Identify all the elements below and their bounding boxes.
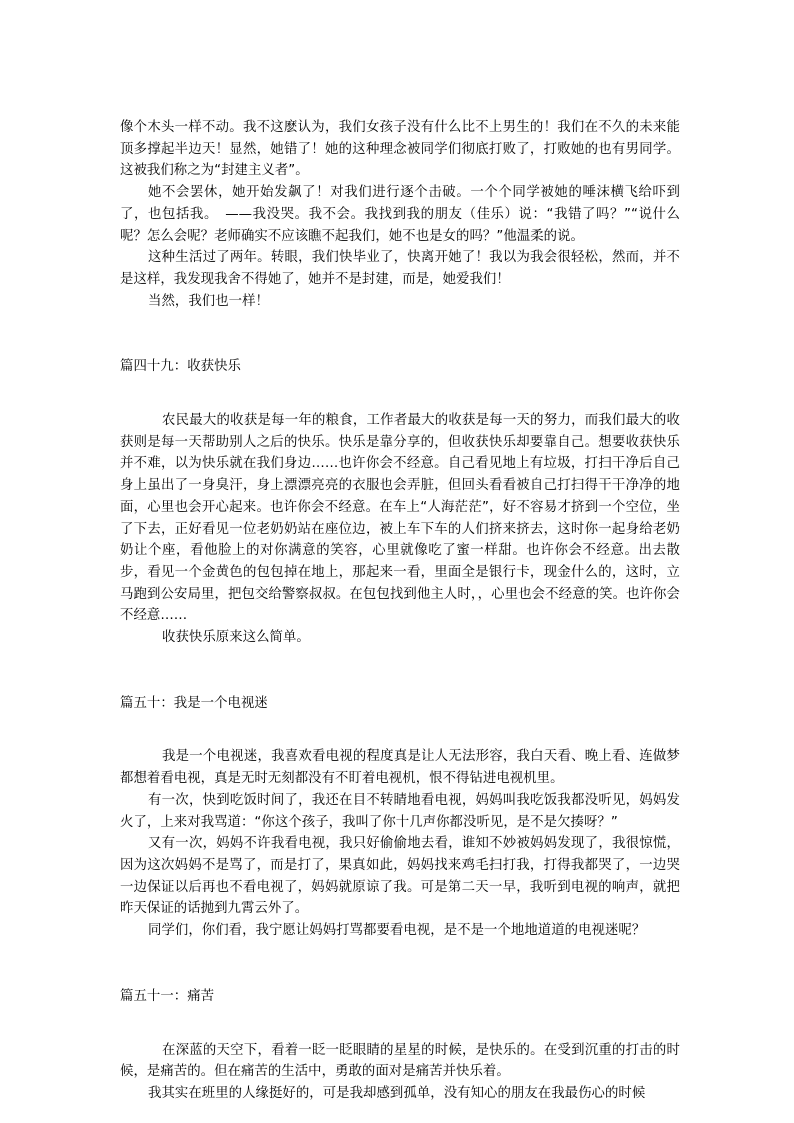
intro-paragraph-3: 这种生活过了两年。转眼，我们快毕业了，快离开她了！我以为我会很轻松，然而，并不是这样，我发现我舍不得她了，她并不是封建，而是，她爱我们！ [120, 250, 680, 287]
section-spacer [120, 942, 680, 986]
section49-paragraph-2: 收获快乐原来这么简单。 [162, 630, 310, 646]
intro-paragraph-1: 像个木头一样不动。我不这麽认为，我们女孩子没有什么比不上男生的！我们在不久的未来能顶多撑起半边天！显然，她错了！她的这种理念被同学们彻底打败了，打败她的也有男同学。这被我们称之为“封建主义者”。 [120, 120, 680, 179]
intro-paragraph-2: 她不会罢休，她开始发飙了！对我们进行逐个击破。一个个同学被她的唾沫横飞给吓到了，也包括我。 ——我没哭。我不会。我找到我的朋友（佳乐）说：“我错了吗？”“说什么呢？怎么会呢？老师确实不应该瞧不起我们，她不也是女的吗？”他温柔的说。 [120, 185, 680, 244]
heading-spacer [120, 1008, 680, 1040]
section-heading-49: 篇四十九：收获快乐 [120, 359, 241, 375]
section51-paragraph-1: 在深蓝的天空下，看着一眨一眨眼睛的星星的时候，是快乐的。在受到沉重的打击的时候，是痛苦的。但在痛苦的生活中，勇敢的面对是痛苦并快乐着。 [120, 1042, 680, 1080]
section50-paragraph-1: 我是一个电视迷，我喜欢看电视的程度真是让人无法形容，我白天看、晚上看、连做梦都想着看电视，真是无时无刻都没有不盯着电视机，恨不得钻进电视机里。 [120, 749, 680, 787]
section50-paragraph-4: 同学们，你们看，我宁愿让妈妈打骂都要看电视，是不是一个地地道道的电视迷呢？ [148, 923, 646, 939]
section50-paragraph-2: 有一次，快到吃饭时间了，我还在目不转睛地看电视，妈妈叫我吃饭我都没听见，妈妈发火了，上来对我骂道：“你这个孩子，我叫了你十几声你都没听见，是不是欠揍呀？” [120, 792, 680, 830]
heading-spacer [120, 378, 680, 410]
heading-spacer [120, 714, 680, 746]
section-heading-51: 篇五十一：痛苦 [120, 988, 215, 1004]
section-heading-50: 篇五十：我是一个电视迷 [120, 695, 268, 711]
section50-paragraph-3: 又有一次，妈妈不许我看电视，我只好偷偷地去看，谁知不妙被妈妈发现了，我很惊慌，因为这次妈妈不是骂了，而是打了，果真如此，妈妈找来鸡毛扫打我，打得我都哭了，一边哭一边保证以后再也不看电视了，妈妈就原谅了我。可是第二天一早，我听到电视的响声，就把昨天保证的话抛到九霄云外了。 [120, 836, 680, 917]
document-body [120, 117, 680, 1105]
section-spacer [120, 649, 680, 693]
intro-paragraph-4: 当然，我们也一样！ [148, 293, 269, 309]
section51-paragraph-2: 我其实在班里的人缘挺好的，可是我却感到孤单，没有知心的朋友在我最伤心的时候 [148, 1085, 646, 1101]
section49-paragraph-1: 农民最大的收获是每一年的粮食，工作者最大的收获是每一天的努力，而我们最大的收获则是每一天帮助别人之后的快乐。快乐是靠分享的，但收获快乐却要靠自己。想要收获快乐并不难，以为快乐就在我们身边……也许你会不经意。自己看见地上有垃圾，打扫干净后自己身上虽出了一身臭汗，身上漂漂亮亮的衣服也会弄脏，但回头看看被自己打扫得干干净净的地面，心里也会开心起来。也许你会不经意。在车上“人海茫茫”，好不容易才挤到一个空位，坐了下去，正好看见一位老奶奶站在座位边，被上车下车的人们挤来挤去，这时你一起身给老奶奶让个座，看他脸上的对你满意的笑容，心里就像吃了蜜一样甜。也许你会不经意。出去散步，看见一个金黄色的包包掉在地上，那起来一看，里面全是银行卡，现金什么的，这时，立马跑到公安局里，把包交给警察叔叔。在包包找到他主人时，，心里也会不经意的笑。也许你会不经意…… [120, 413, 680, 624]
section-spacer [120, 312, 680, 356]
